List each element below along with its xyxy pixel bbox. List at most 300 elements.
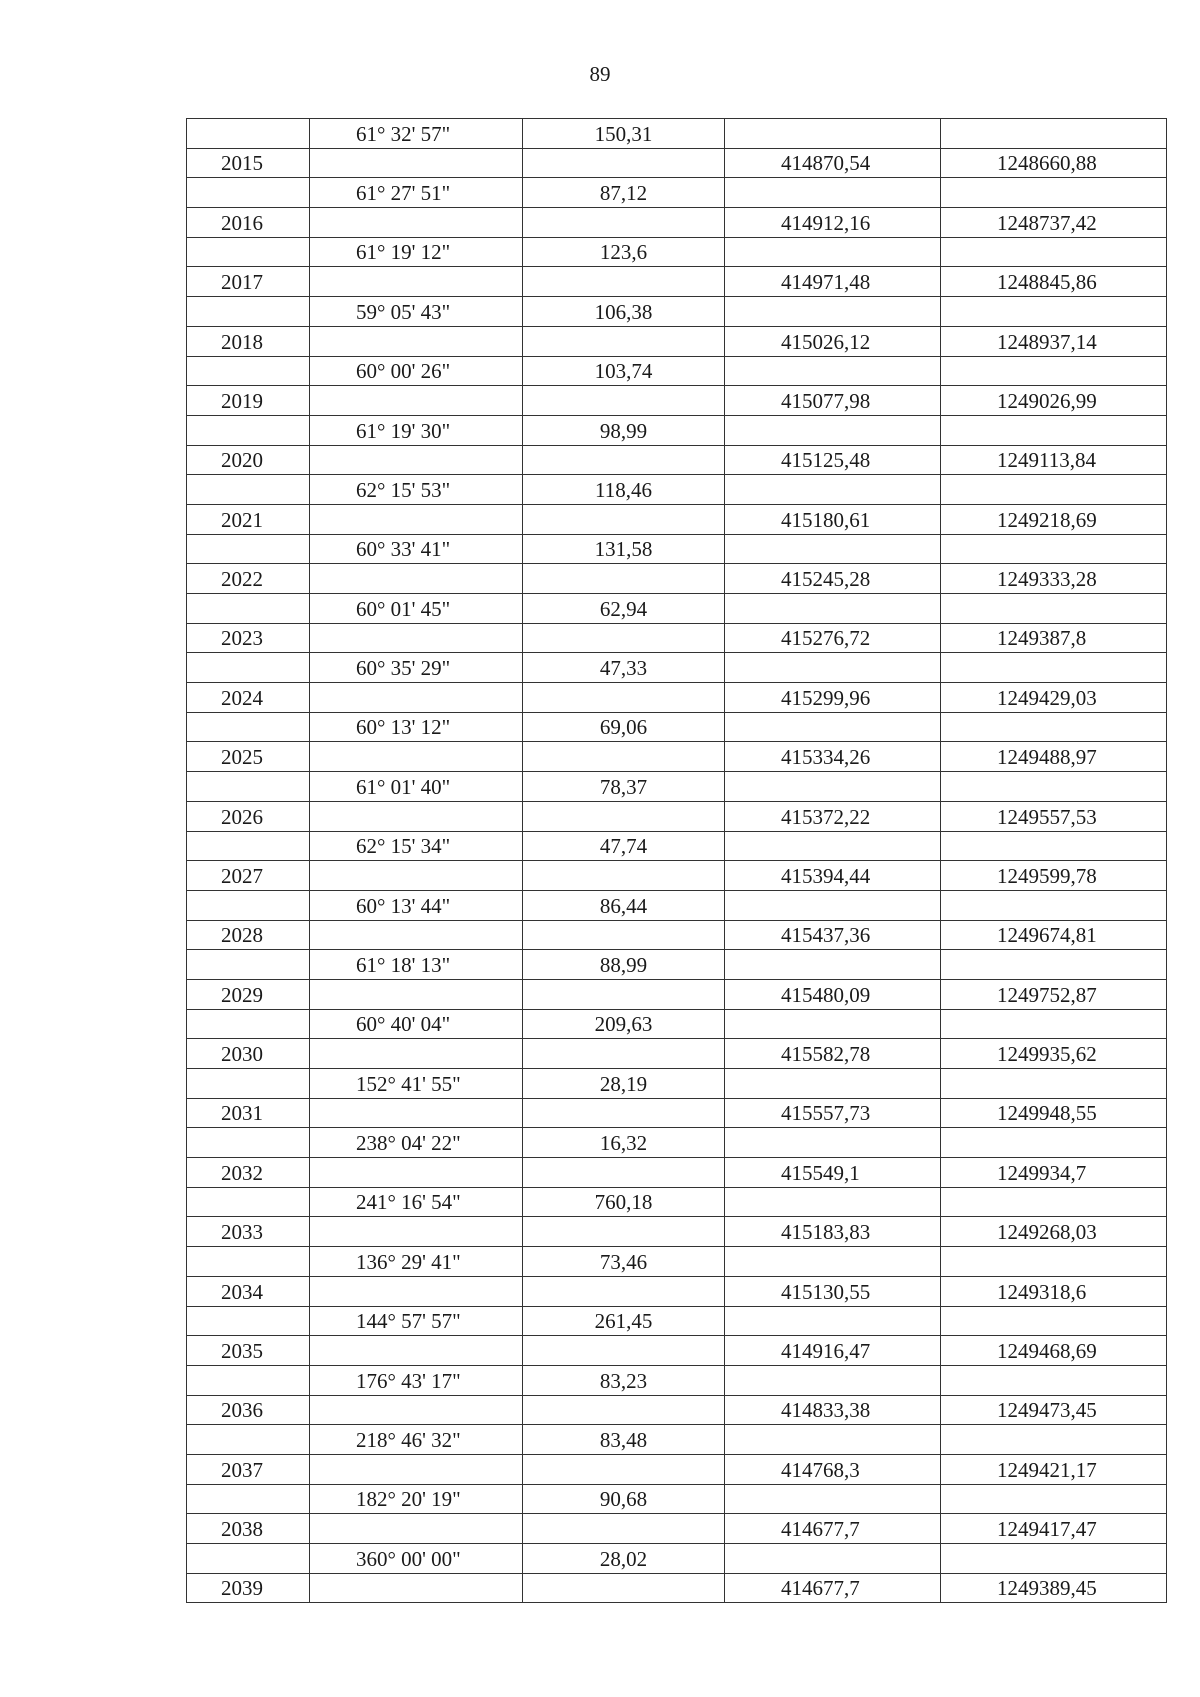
length-cell <box>523 1336 725 1366</box>
table-row <box>187 1365 1167 1395</box>
x-coordinate-cell <box>725 772 941 802</box>
direction-angle-cell <box>310 683 523 713</box>
x-coordinate-cell: 415582,78 <box>725 1039 941 1069</box>
table-row <box>187 1158 1167 1188</box>
table-row <box>187 1514 1167 1544</box>
y-coordinate-cell <box>941 712 1167 742</box>
direction-angle-cell: 136° 29' 41" <box>310 1247 523 1277</box>
y-coordinate-cell: 1249674,81 <box>941 920 1167 950</box>
x-coordinate-cell: 415077,98 <box>725 386 941 416</box>
length-cell <box>523 1573 725 1603</box>
table-row <box>187 801 1167 831</box>
y-coordinate-cell <box>941 1069 1167 1099</box>
y-coordinate-cell <box>941 297 1167 327</box>
x-coordinate-cell <box>725 653 941 683</box>
table-row <box>187 119 1167 149</box>
table-row <box>187 1425 1167 1455</box>
length-cell <box>523 564 725 594</box>
x-coordinate-cell: 415372,22 <box>725 801 941 831</box>
y-coordinate-cell: 1249417,47 <box>941 1514 1167 1544</box>
length-cell: 98,99 <box>523 415 725 445</box>
table-row <box>187 1128 1167 1158</box>
y-coordinate-cell: 1248937,14 <box>941 326 1167 356</box>
table-row <box>187 1573 1167 1603</box>
length-cell: 47,74 <box>523 831 725 861</box>
table-row <box>187 178 1167 208</box>
length-cell: 88,99 <box>523 950 725 980</box>
y-coordinate-cell: 1248660,88 <box>941 148 1167 178</box>
point-id-cell: 2022 <box>187 564 310 594</box>
y-coordinate-cell: 1248845,86 <box>941 267 1167 297</box>
length-cell: 261,45 <box>523 1306 725 1336</box>
x-coordinate-cell: 415276,72 <box>725 623 941 653</box>
point-id-cell: 2020 <box>187 445 310 475</box>
direction-angle-cell: 60° 33' 41" <box>310 534 523 564</box>
length-cell <box>523 148 725 178</box>
length-cell: 209,63 <box>523 1009 725 1039</box>
y-coordinate-cell <box>941 1187 1167 1217</box>
y-coordinate-cell: 1249333,28 <box>941 564 1167 594</box>
point-id-cell: 2024 <box>187 683 310 713</box>
y-coordinate-cell <box>941 475 1167 505</box>
table-row <box>187 504 1167 534</box>
direction-angle-cell: 61° 32' 57" <box>310 119 523 149</box>
table-row <box>187 979 1167 1009</box>
point-id-cell: 2034 <box>187 1276 310 1306</box>
x-coordinate-cell: 414870,54 <box>725 148 941 178</box>
point-id-cell: 2038 <box>187 1514 310 1544</box>
y-coordinate-cell <box>941 1306 1167 1336</box>
table-row <box>187 712 1167 742</box>
length-cell: 73,46 <box>523 1247 725 1277</box>
x-coordinate-cell: 415557,73 <box>725 1098 941 1128</box>
y-coordinate-cell <box>941 119 1167 149</box>
y-coordinate-cell: 1249268,03 <box>941 1217 1167 1247</box>
x-coordinate-cell <box>725 534 941 564</box>
x-coordinate-cell: 414677,7 <box>725 1573 941 1603</box>
y-coordinate-cell <box>941 1425 1167 1455</box>
length-cell: 103,74 <box>523 356 725 386</box>
direction-angle-cell: 60° 01' 45" <box>310 594 523 624</box>
length-cell: 87,12 <box>523 178 725 208</box>
y-coordinate-cell <box>941 772 1167 802</box>
x-coordinate-cell <box>725 594 941 624</box>
y-coordinate-cell <box>941 653 1167 683</box>
x-coordinate-cell: 414833,38 <box>725 1395 941 1425</box>
point-id-cell <box>187 831 310 861</box>
length-cell: 16,32 <box>523 1128 725 1158</box>
y-coordinate-cell: 1249429,03 <box>941 683 1167 713</box>
length-cell <box>523 1276 725 1306</box>
direction-angle-cell: 59° 05' 43" <box>310 297 523 327</box>
point-id-cell <box>187 1365 310 1395</box>
table-row <box>187 683 1167 713</box>
length-cell <box>523 1395 725 1425</box>
length-cell <box>523 801 725 831</box>
table-row <box>187 920 1167 950</box>
point-id-cell <box>187 475 310 505</box>
y-coordinate-cell <box>941 1009 1167 1039</box>
point-id-cell: 2027 <box>187 861 310 891</box>
point-id-cell <box>187 237 310 267</box>
point-id-cell <box>187 772 310 802</box>
y-coordinate-cell: 1249599,78 <box>941 861 1167 891</box>
direction-angle-cell <box>310 208 523 238</box>
direction-angle-cell <box>310 920 523 950</box>
direction-angle-cell <box>310 1098 523 1128</box>
length-cell: 150,31 <box>523 119 725 149</box>
x-coordinate-cell <box>725 178 941 208</box>
length-cell: 47,33 <box>523 653 725 683</box>
length-cell: 69,06 <box>523 712 725 742</box>
direction-angle-cell: 60° 13' 44" <box>310 890 523 920</box>
x-coordinate-cell <box>725 415 941 445</box>
length-cell <box>523 1098 725 1128</box>
direction-angle-cell <box>310 979 523 1009</box>
direction-angle-cell <box>310 1573 523 1603</box>
x-coordinate-cell: 415394,44 <box>725 861 941 891</box>
direction-angle-cell <box>310 148 523 178</box>
point-id-cell: 2033 <box>187 1217 310 1247</box>
length-cell <box>523 979 725 1009</box>
point-id-cell <box>187 178 310 208</box>
table-row <box>187 1098 1167 1128</box>
y-coordinate-cell: 1249935,62 <box>941 1039 1167 1069</box>
length-cell: 90,68 <box>523 1484 725 1514</box>
point-id-cell: 2031 <box>187 1098 310 1128</box>
y-coordinate-cell <box>941 415 1167 445</box>
length-cell: 123,6 <box>523 237 725 267</box>
table-row <box>187 950 1167 980</box>
x-coordinate-cell <box>725 950 941 980</box>
length-cell: 83,23 <box>523 1365 725 1395</box>
direction-angle-cell <box>310 326 523 356</box>
y-coordinate-cell: 1249387,8 <box>941 623 1167 653</box>
point-id-cell: 2028 <box>187 920 310 950</box>
x-coordinate-cell <box>725 1484 941 1514</box>
table-row <box>187 1069 1167 1099</box>
point-id-cell <box>187 1069 310 1099</box>
x-coordinate-cell: 415480,09 <box>725 979 941 1009</box>
length-cell <box>523 683 725 713</box>
table-row <box>187 1544 1167 1574</box>
y-coordinate-cell: 1248737,42 <box>941 208 1167 238</box>
length-cell <box>523 1217 725 1247</box>
x-coordinate-cell: 415299,96 <box>725 683 941 713</box>
table-row <box>187 297 1167 327</box>
y-coordinate-cell <box>941 1247 1167 1277</box>
length-cell <box>523 1454 725 1484</box>
table-row <box>187 326 1167 356</box>
direction-angle-cell <box>310 1514 523 1544</box>
length-cell <box>523 504 725 534</box>
direction-angle-cell: 241° 16' 54" <box>310 1187 523 1217</box>
point-id-cell: 2035 <box>187 1336 310 1366</box>
length-cell: 86,44 <box>523 890 725 920</box>
y-coordinate-cell <box>941 1484 1167 1514</box>
direction-angle-cell <box>310 1454 523 1484</box>
point-id-cell <box>187 1187 310 1217</box>
x-coordinate-cell: 414912,16 <box>725 208 941 238</box>
direction-angle-cell <box>310 742 523 772</box>
x-coordinate-cell: 414677,7 <box>725 1514 941 1544</box>
x-coordinate-cell: 414916,47 <box>725 1336 941 1366</box>
point-id-cell: 2029 <box>187 979 310 1009</box>
y-coordinate-cell: 1249113,84 <box>941 445 1167 475</box>
point-id-cell <box>187 712 310 742</box>
x-coordinate-cell: 415183,83 <box>725 1217 941 1247</box>
direction-angle-cell: 61° 19' 30" <box>310 415 523 445</box>
direction-angle-cell <box>310 861 523 891</box>
direction-angle-cell: 182° 20' 19" <box>310 1484 523 1514</box>
y-coordinate-cell: 1249473,45 <box>941 1395 1167 1425</box>
table-row <box>187 1395 1167 1425</box>
length-cell <box>523 920 725 950</box>
point-id-cell: 2023 <box>187 623 310 653</box>
direction-angle-cell: 60° 40' 04" <box>310 1009 523 1039</box>
direction-angle-cell: 176° 43' 17" <box>310 1365 523 1395</box>
point-id-cell: 2039 <box>187 1573 310 1603</box>
x-coordinate-cell: 415125,48 <box>725 445 941 475</box>
point-id-cell: 2019 <box>187 386 310 416</box>
x-coordinate-cell <box>725 831 941 861</box>
table-row <box>187 1306 1167 1336</box>
table-row <box>187 1187 1167 1217</box>
y-coordinate-cell: 1249488,97 <box>941 742 1167 772</box>
x-coordinate-cell <box>725 890 941 920</box>
length-cell: 78,37 <box>523 772 725 802</box>
length-cell <box>523 1514 725 1544</box>
point-id-cell <box>187 356 310 386</box>
point-id-cell: 2030 <box>187 1039 310 1069</box>
x-coordinate-cell <box>725 237 941 267</box>
length-cell: 28,02 <box>523 1544 725 1574</box>
direction-angle-cell: 60° 00' 26" <box>310 356 523 386</box>
point-id-cell <box>187 119 310 149</box>
x-coordinate-cell <box>725 1128 941 1158</box>
length-cell: 62,94 <box>523 594 725 624</box>
x-coordinate-cell <box>725 1425 941 1455</box>
y-coordinate-cell: 1249389,45 <box>941 1573 1167 1603</box>
length-cell: 106,38 <box>523 297 725 327</box>
table-row <box>187 772 1167 802</box>
x-coordinate-cell <box>725 297 941 327</box>
direction-angle-cell <box>310 564 523 594</box>
direction-angle-cell: 60° 13' 12" <box>310 712 523 742</box>
direction-angle-cell: 61° 27' 51" <box>310 178 523 208</box>
table-row <box>187 1454 1167 1484</box>
point-id-cell <box>187 1128 310 1158</box>
length-cell <box>523 1039 725 1069</box>
length-cell: 131,58 <box>523 534 725 564</box>
point-id-cell <box>187 653 310 683</box>
point-id-cell <box>187 534 310 564</box>
point-id-cell <box>187 1484 310 1514</box>
point-id-cell: 2025 <box>187 742 310 772</box>
table-row <box>187 742 1167 772</box>
direction-angle-cell: 61° 19' 12" <box>310 237 523 267</box>
table-row <box>187 831 1167 861</box>
length-cell <box>523 1158 725 1188</box>
y-coordinate-cell <box>941 1128 1167 1158</box>
point-id-cell <box>187 1544 310 1574</box>
point-id-cell: 2021 <box>187 504 310 534</box>
length-cell <box>523 267 725 297</box>
coordinates-table <box>186 118 1167 1603</box>
table-row <box>187 475 1167 505</box>
direction-angle-cell: 62° 15' 53" <box>310 475 523 505</box>
table-row <box>187 653 1167 683</box>
length-cell <box>523 445 725 475</box>
length-cell <box>523 861 725 891</box>
table-row <box>187 890 1167 920</box>
direction-angle-cell <box>310 1336 523 1366</box>
point-id-cell <box>187 1009 310 1039</box>
x-coordinate-cell <box>725 1069 941 1099</box>
point-id-cell: 2037 <box>187 1454 310 1484</box>
length-cell <box>523 386 725 416</box>
table-row <box>187 534 1167 564</box>
table-row <box>187 1484 1167 1514</box>
length-cell <box>523 742 725 772</box>
point-id-cell <box>187 415 310 445</box>
y-coordinate-cell: 1249421,17 <box>941 1454 1167 1484</box>
direction-angle-cell <box>310 445 523 475</box>
y-coordinate-cell <box>941 890 1167 920</box>
table-row <box>187 1217 1167 1247</box>
direction-angle-cell: 61° 18' 13" <box>310 950 523 980</box>
table-row <box>187 445 1167 475</box>
length-cell <box>523 208 725 238</box>
table-row <box>187 1336 1167 1366</box>
point-id-cell <box>187 890 310 920</box>
y-coordinate-cell: 1249318,6 <box>941 1276 1167 1306</box>
direction-angle-cell <box>310 801 523 831</box>
y-coordinate-cell <box>941 594 1167 624</box>
y-coordinate-cell: 1249468,69 <box>941 1336 1167 1366</box>
point-id-cell <box>187 1306 310 1336</box>
direction-angle-cell <box>310 1276 523 1306</box>
point-id-cell <box>187 594 310 624</box>
table-row <box>187 415 1167 445</box>
x-coordinate-cell <box>725 1247 941 1277</box>
table-row <box>187 267 1167 297</box>
length-cell <box>523 326 725 356</box>
y-coordinate-cell <box>941 237 1167 267</box>
y-coordinate-cell <box>941 1365 1167 1395</box>
y-coordinate-cell <box>941 534 1167 564</box>
table-row <box>187 148 1167 178</box>
point-id-cell <box>187 297 310 327</box>
x-coordinate-cell <box>725 1544 941 1574</box>
length-cell: 118,46 <box>523 475 725 505</box>
y-coordinate-cell <box>941 356 1167 386</box>
direction-angle-cell: 152° 41' 55" <box>310 1069 523 1099</box>
x-coordinate-cell: 415180,61 <box>725 504 941 534</box>
x-coordinate-cell <box>725 475 941 505</box>
point-id-cell: 2036 <box>187 1395 310 1425</box>
table-row <box>187 1039 1167 1069</box>
page-number: 89 <box>589 62 611 86</box>
point-id-cell <box>187 950 310 980</box>
table-row <box>187 564 1167 594</box>
y-coordinate-cell: 1249752,87 <box>941 979 1167 1009</box>
x-coordinate-cell <box>725 119 941 149</box>
y-coordinate-cell <box>941 950 1167 980</box>
table-row <box>187 208 1167 238</box>
direction-angle-cell <box>310 504 523 534</box>
x-coordinate-cell <box>725 1187 941 1217</box>
length-cell: 760,18 <box>523 1187 725 1217</box>
y-coordinate-cell <box>941 831 1167 861</box>
y-coordinate-cell <box>941 1544 1167 1574</box>
x-coordinate-cell <box>725 712 941 742</box>
table-row <box>187 1276 1167 1306</box>
direction-angle-cell <box>310 267 523 297</box>
table-row <box>187 237 1167 267</box>
length-cell: 83,48 <box>523 1425 725 1455</box>
table-row <box>187 861 1167 891</box>
direction-angle-cell: 60° 35' 29" <box>310 653 523 683</box>
x-coordinate-cell: 415026,12 <box>725 326 941 356</box>
direction-angle-cell <box>310 386 523 416</box>
x-coordinate-cell <box>725 1365 941 1395</box>
direction-angle-cell <box>310 1217 523 1247</box>
direction-angle-cell: 218° 46' 32" <box>310 1425 523 1455</box>
y-coordinate-cell: 1249218,69 <box>941 504 1167 534</box>
y-coordinate-cell <box>941 178 1167 208</box>
y-coordinate-cell: 1249934,7 <box>941 1158 1167 1188</box>
direction-angle-cell <box>310 1039 523 1069</box>
point-id-cell <box>187 1247 310 1277</box>
table-row <box>187 356 1167 386</box>
table-row <box>187 386 1167 416</box>
point-id-cell <box>187 1425 310 1455</box>
x-coordinate-cell <box>725 356 941 386</box>
direction-angle-cell: 360° 00' 00" <box>310 1544 523 1574</box>
point-id-cell: 2018 <box>187 326 310 356</box>
point-id-cell: 2032 <box>187 1158 310 1188</box>
y-coordinate-cell: 1249948,55 <box>941 1098 1167 1128</box>
table-row <box>187 1247 1167 1277</box>
y-coordinate-cell: 1249557,53 <box>941 801 1167 831</box>
table-row <box>187 623 1167 653</box>
length-cell: 28,19 <box>523 1069 725 1099</box>
direction-angle-cell: 144° 57' 57" <box>310 1306 523 1336</box>
direction-angle-cell <box>310 623 523 653</box>
table-row <box>187 1009 1167 1039</box>
point-id-cell: 2016 <box>187 208 310 238</box>
x-coordinate-cell: 415549,1 <box>725 1158 941 1188</box>
x-coordinate-cell: 414768,3 <box>725 1454 941 1484</box>
table-row <box>187 594 1167 624</box>
y-coordinate-cell: 1249026,99 <box>941 386 1167 416</box>
x-coordinate-cell: 415130,55 <box>725 1276 941 1306</box>
x-coordinate-cell: 415245,28 <box>725 564 941 594</box>
direction-angle-cell: 238° 04' 22" <box>310 1128 523 1158</box>
point-id-cell: 2026 <box>187 801 310 831</box>
point-id-cell: 2017 <box>187 267 310 297</box>
x-coordinate-cell <box>725 1009 941 1039</box>
point-id-cell: 2015 <box>187 148 310 178</box>
direction-angle-cell <box>310 1158 523 1188</box>
x-coordinate-cell: 415437,36 <box>725 920 941 950</box>
x-coordinate-cell: 415334,26 <box>725 742 941 772</box>
x-coordinate-cell <box>725 1306 941 1336</box>
direction-angle-cell: 62° 15' 34" <box>310 831 523 861</box>
direction-angle-cell <box>310 1395 523 1425</box>
length-cell <box>523 623 725 653</box>
